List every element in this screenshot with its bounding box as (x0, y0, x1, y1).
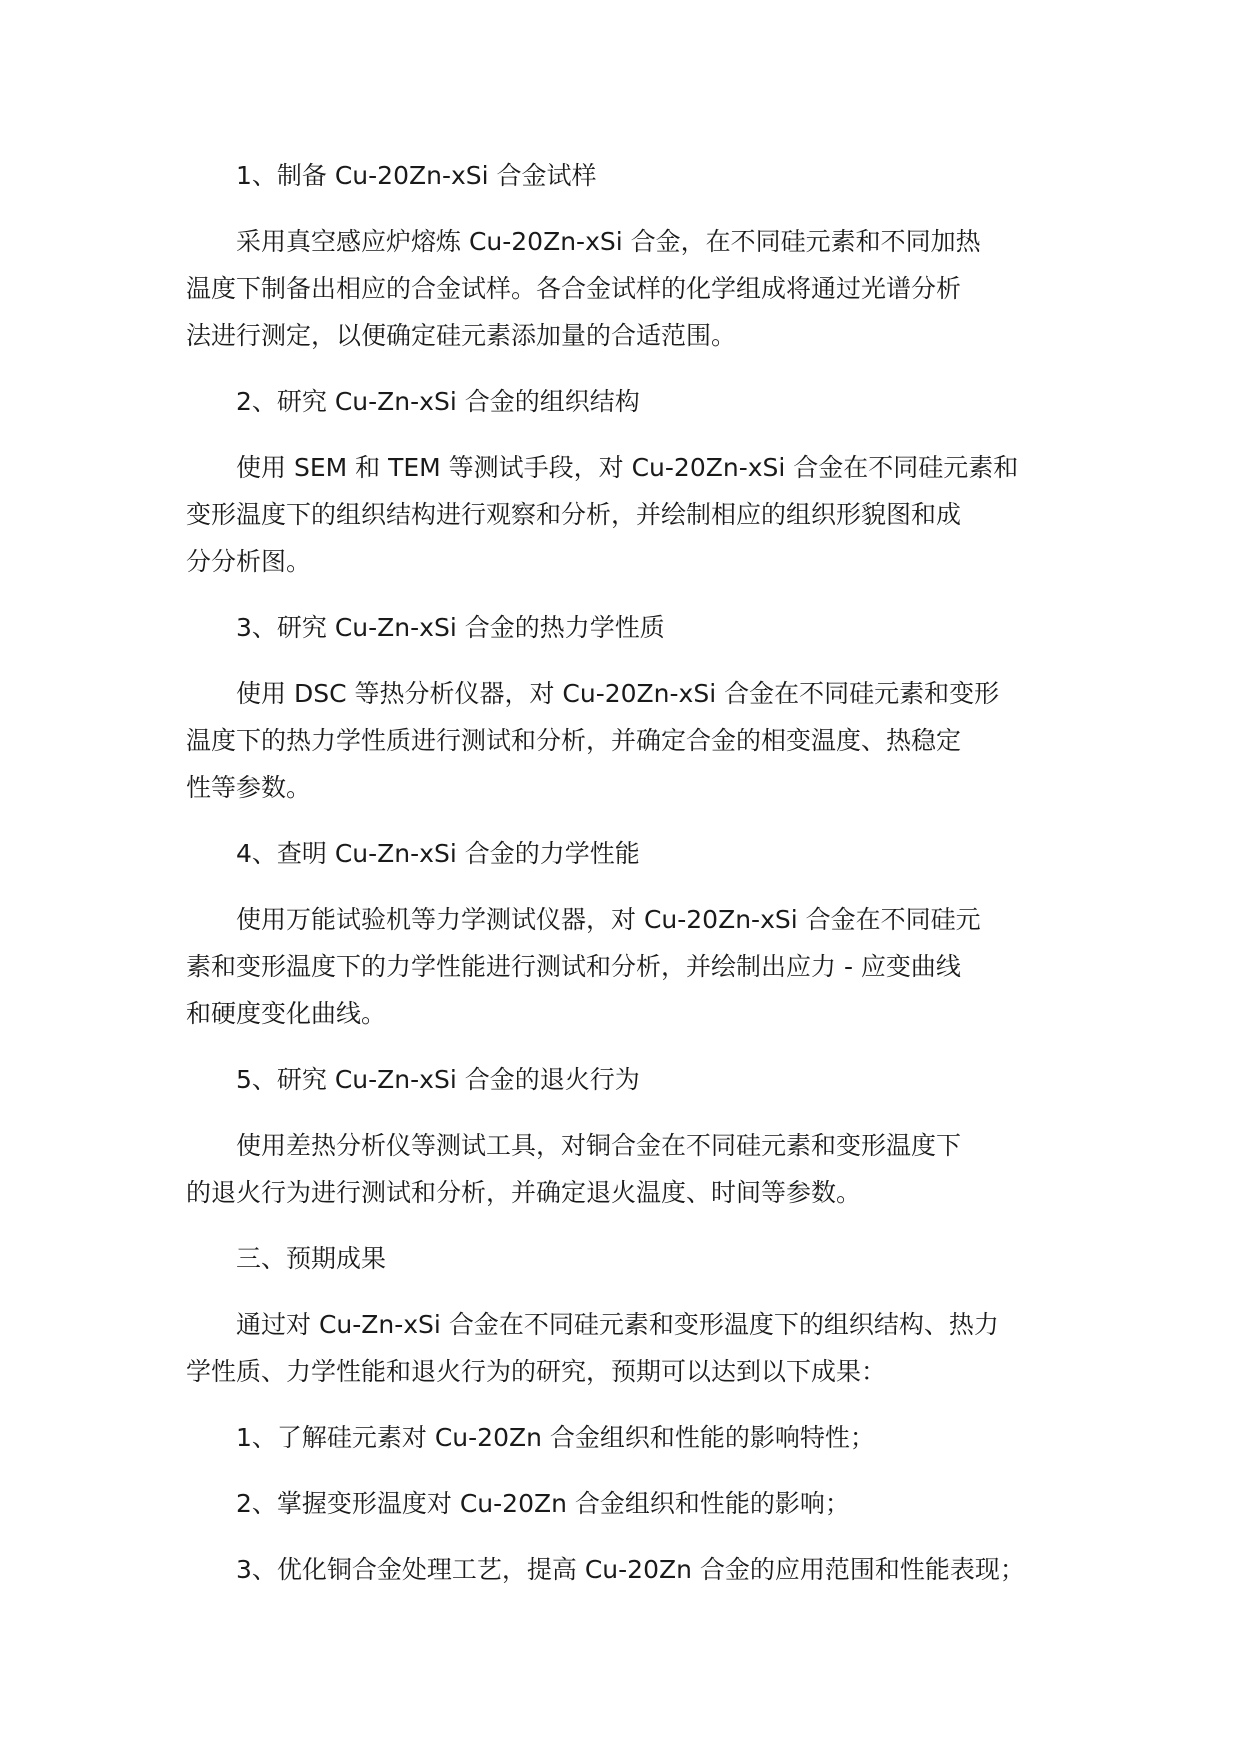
body-paragraph (186, 1122, 1086, 1216)
paragraph-line: 使用万能试验机等力学测试仪器，对 Cu-20Zn-xSi 合金在不同硅元 (236, 905, 981, 934)
paragraph-line: 温度下制备出相应的合金试样。各合金试样的化学组成将通过光谱分析 (186, 274, 962, 303)
paragraph-line: 采用真空感应炉熔炼 Cu-20Zn-xSi 合金，在不同硅元素和不同加热 (236, 227, 981, 256)
paragraph-line: 学性质、力学性能和退火行为的研究，预期可以达到以下成果： (186, 1357, 887, 1386)
section-heading: 3、研究 Cu-Zn-xSi 合金的热力学性质 (236, 613, 665, 642)
paragraph-line: 法进行测定，以便确定硅元素添加量的合适范围。 (186, 321, 737, 350)
paragraph-line: 的退火行为进行测试和分析，并确定退火温度、时间等参数。 (186, 1178, 862, 1207)
body-paragraph (186, 1301, 1086, 1395)
body-paragraph (186, 896, 1086, 1037)
paragraph-line: 使用差热分析仪等测试工具，对铜合金在不同硅元素和变形温度下 (236, 1131, 962, 1160)
paragraph-line: 使用 DSC 等热分析仪器，对 Cu-20Zn-xSi 合金在不同硅元素和变形 (236, 679, 1000, 708)
list-item: 1、了解硅元素对 Cu-20Zn 合金组织和性能的影响特性； (236, 1423, 875, 1452)
section-heading: 三、预期成果 (236, 1244, 387, 1273)
section-heading: 1、制备 Cu-20Zn-xSi 合金试样 (236, 161, 597, 190)
section-heading: 2、研究 Cu-Zn-xSi 合金的组织结构 (236, 387, 640, 416)
paragraph-line: 变形温度下的组织结构进行观察和分析，并绘制相应的组织形貌图和成 (186, 500, 962, 529)
body-paragraph (186, 444, 1086, 585)
paragraph-line: 和硬度变化曲线。 (186, 999, 387, 1028)
paragraph-line: 温度下的热力学性质进行测试和分析，并确定合金的相变温度、热稳定 (186, 726, 962, 755)
paragraph-line: 素和变形温度下的力学性能进行测试和分析，并绘制出应力 - 应变曲线 (186, 952, 961, 981)
section-heading: 5、研究 Cu-Zn-xSi 合金的退火行为 (236, 1065, 640, 1094)
paragraph-line: 通过对 Cu-Zn-xSi 合金在不同硅元素和变形温度下的组织结构、热力 (236, 1310, 999, 1339)
section-heading: 4、查明 Cu-Zn-xSi 合金的力学性能 (236, 839, 640, 868)
list-item: 3、优化铜合金处理工艺，提高 Cu-20Zn 合金的应用范围和性能表现； (236, 1555, 1025, 1584)
body-paragraph (186, 670, 1086, 811)
paragraph-line: 分分析图。 (186, 547, 312, 576)
list-item: 2、掌握变形温度对 Cu-20Zn 合金组织和性能的影响； (236, 1489, 850, 1518)
body-paragraph (186, 218, 1086, 359)
paragraph-line: 使用 SEM 和 TEM 等测试手段，对 Cu-20Zn-xSi 合金在不同硅元素和 (236, 453, 1019, 482)
paragraph-line: 性等参数。 (186, 773, 312, 802)
document-body (186, 152, 1086, 1612)
